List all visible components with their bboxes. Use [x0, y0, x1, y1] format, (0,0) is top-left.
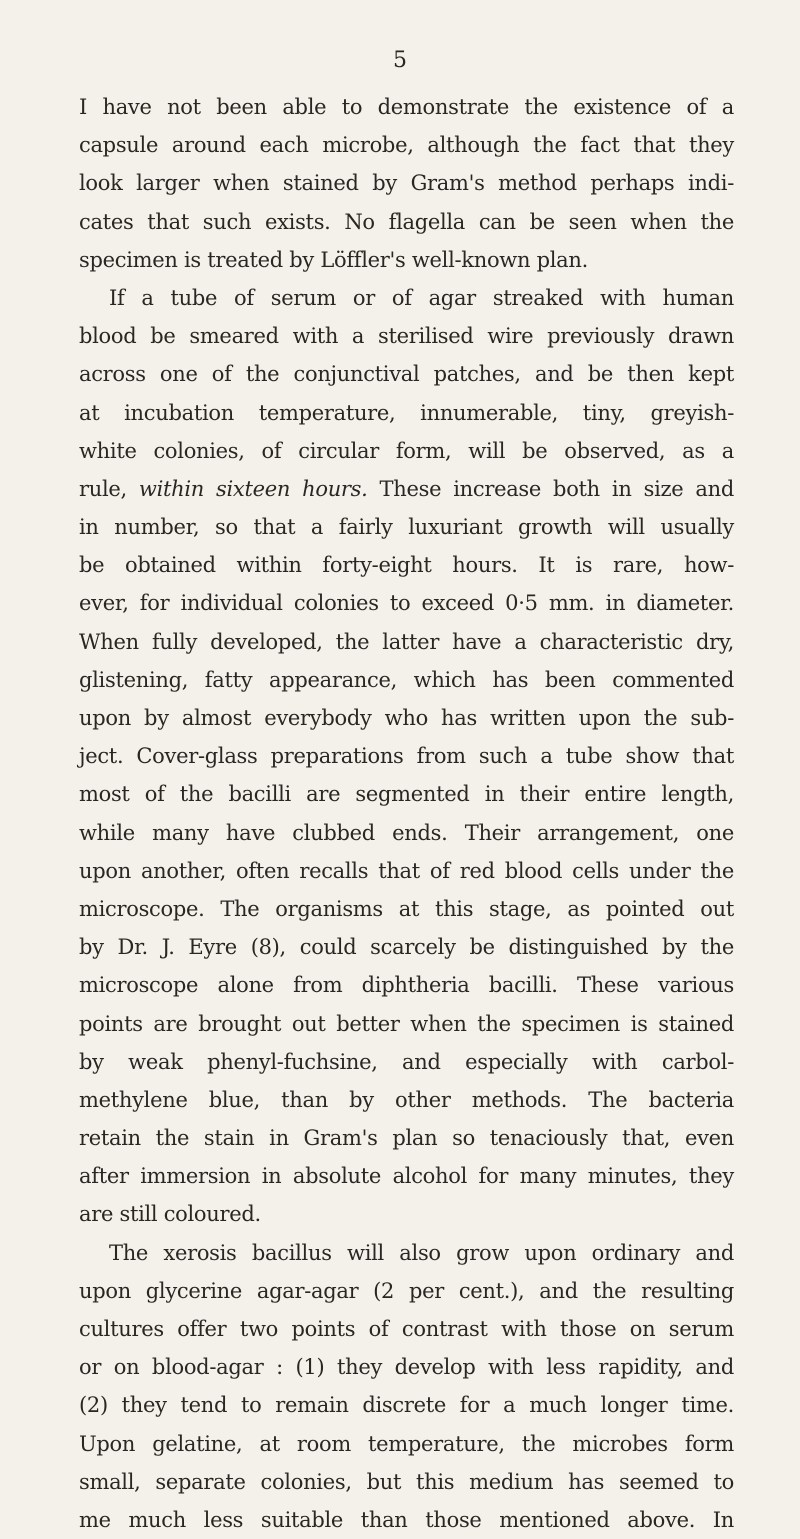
- text-line: are still coloured.: [79, 1202, 261, 1227]
- text-line: me much less suitable than those mentioned above. In: [79, 1507, 734, 1532]
- text-line: in number, so that a fairly luxuriant growth will usually: [79, 515, 734, 540]
- text-line: while many have clubbed ends. Their arrangement, one: [79, 820, 734, 845]
- text-line: small, separate colonies, but this medium has seemed to: [79, 1469, 734, 1494]
- paragraph-start-line: If a tube of serum or of agar streaked with human: [109, 285, 734, 310]
- text-line: I have not been able to demonstrate the existence of a: [79, 95, 734, 119]
- text-line: by Dr. J. Eyre (8), could scarcely be distinguished by the: [79, 935, 734, 960]
- text-line: microscope alone from diphtheria bacilli. These various: [79, 973, 734, 998]
- text-line: at incubation temperature, innumerable, tiny, greyish-: [79, 400, 734, 425]
- page-number: 5: [393, 48, 407, 73]
- text-fragment: These increase both in size and: [379, 476, 734, 501]
- text-line: ject. Cover-glass preparations from such a tube show that: [79, 744, 734, 769]
- text-line: retain the stain in Gram's plan so tenaciously that, even: [79, 1126, 734, 1151]
- text-line: upon another, often recalls that of red blood cells under the: [79, 858, 734, 883]
- text-line: or on blood-agar : (1) they develop with less rapidity, and: [79, 1355, 734, 1380]
- text-line: ever, for individual colonies to exceed 0·5 mm. in diameter.: [79, 591, 734, 616]
- text-line: Upon gelatine, at room temperature, the microbes form: [79, 1431, 734, 1456]
- text-line: glistening, fatty appearance, which has been commented: [79, 667, 734, 692]
- text-line: be obtained within forty-eight hours. It is rare, how-: [79, 553, 734, 578]
- paragraph-start-line: The xerosis bacillus will also grow upon ordinary and: [109, 1240, 734, 1265]
- text-line: blood be smeared with a sterilised wire previously drawn: [79, 324, 734, 349]
- text-line: after immersion in absolute alcohol for many minutes, they: [79, 1164, 734, 1189]
- text-line: methylene blue, than by other methods. The bacteria: [79, 1087, 734, 1112]
- text-line: points are brought out better when the specimen is stained: [79, 1011, 734, 1036]
- text-line: upon by almost everybody who has written upon the sub-: [79, 706, 734, 730]
- text-line: (2) they tend to remain discrete for a much longer time.: [79, 1393, 734, 1418]
- text-line: white colonies, of circular form, will be observed, as a: [79, 438, 734, 463]
- text-fragment: rule,: [79, 476, 127, 501]
- text-line: specimen is treated by Löffler's well-known plan.: [79, 247, 588, 272]
- text-line: most of the bacilli are segmented in their entire length,: [79, 782, 734, 807]
- text-line: across one of the conjunctival patches, and be then kept: [79, 362, 734, 387]
- italic-text: within sixteen hours.: [138, 476, 368, 501]
- text-line: cultures offer two points of contrast with those on serum: [79, 1317, 734, 1341]
- text-line: look larger when stained by Gram's method perhaps indi-: [79, 171, 734, 196]
- text-line: upon glycerine agar-agar (2 per cent.), and the resulting: [79, 1278, 734, 1303]
- text-line: cates that such exists. No flagella can be seen when the: [79, 209, 734, 234]
- text-line: When fully developed, the latter have a characteristic dry,: [79, 629, 734, 654]
- text-line-mixed: [79, 470, 734, 508]
- body-text: [79, 88, 734, 1539]
- text-line: by weak phenyl-fuchsine, and especially with carbol-: [79, 1049, 734, 1074]
- text-line: microscope. The organisms at this stage, as pointed out: [79, 896, 734, 921]
- text-line: capsule around each microbe, although the fact that they: [79, 133, 734, 158]
